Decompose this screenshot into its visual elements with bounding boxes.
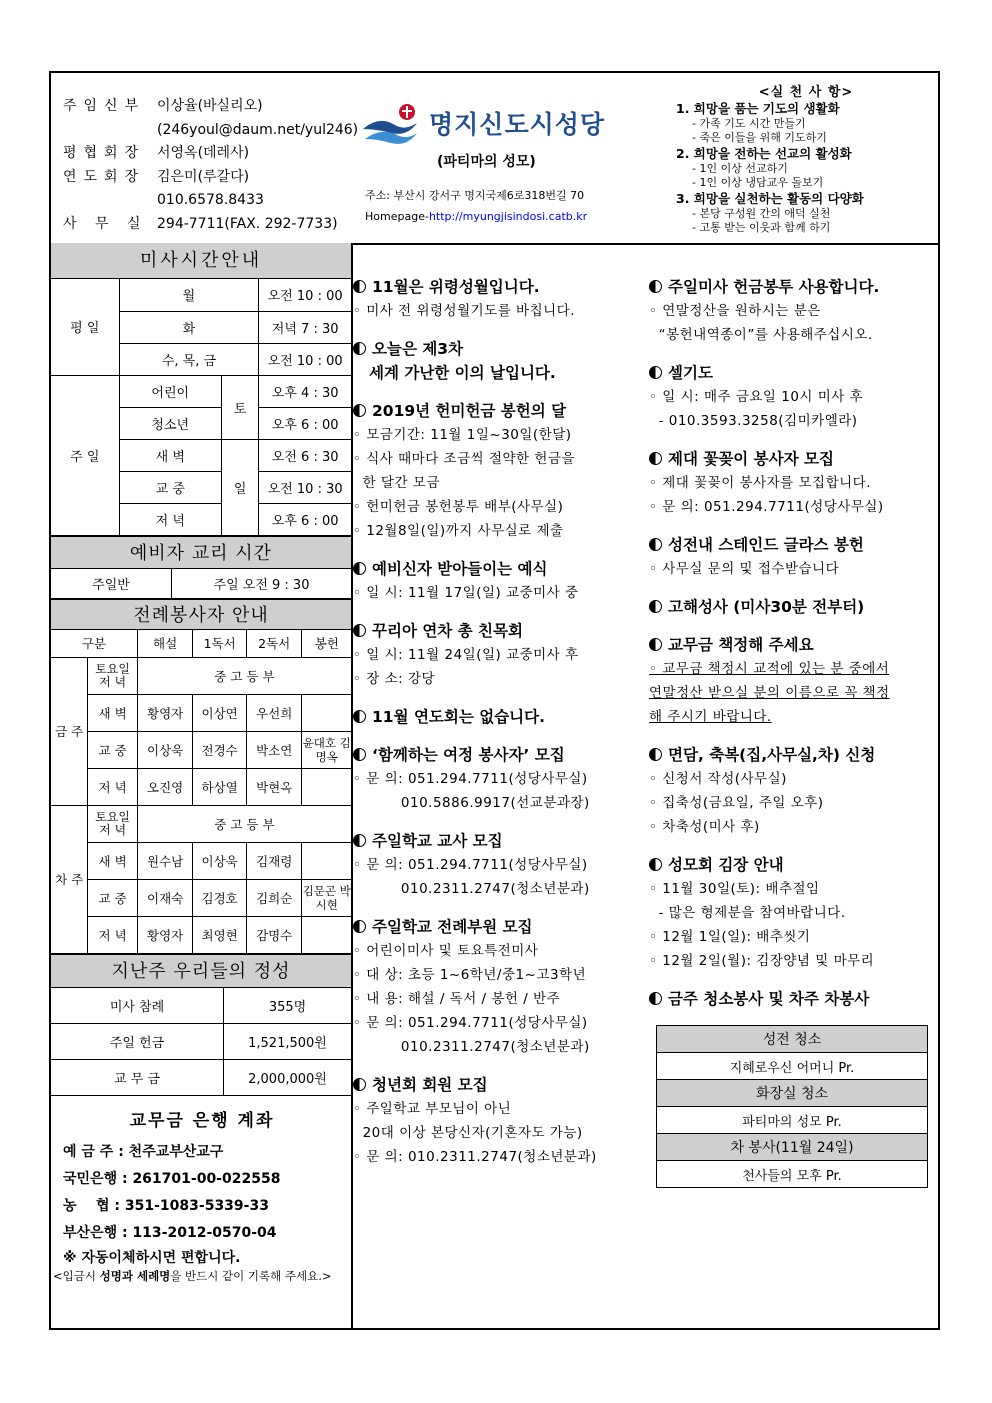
notice-section	[649, 361, 939, 433]
right-column	[649, 243, 939, 1330]
liturgy-cell	[302, 916, 351, 953]
mass-time: 오후 6 : 00	[259, 503, 351, 535]
notice-heading-text: 셀기도	[668, 364, 713, 382]
practice-item: 3. 희망을 실천하는 활동의 다양화	[676, 191, 864, 206]
staff-list	[63, 95, 358, 236]
homepage-link[interactable]: http://myungjisindosi.catb.kr	[428, 210, 588, 223]
practice-subitem: - 1인 이상 냉담교우 돌보기	[692, 176, 824, 189]
liturgy-cell: 우선희	[246, 694, 302, 731]
bulletin-frame	[49, 71, 940, 1330]
notice-line: ◦ 모금기간: 11월 1일~30일(한달)	[353, 427, 572, 443]
notice-line: ◦ 12월8일(일)까지 사무실로 제출	[353, 523, 564, 539]
notice-heading	[649, 361, 939, 385]
staff-row	[63, 189, 358, 213]
note-bold: 성명과 세례명	[99, 1269, 171, 1283]
half-circle-bullet-icon	[353, 920, 366, 933]
notice-heading-text: 금주 청소봉사 및 차주 차봉사	[668, 990, 870, 1008]
notice-heading-text: 고해성사 (미사30분 전부터)	[668, 598, 865, 616]
half-circle-bullet-icon	[649, 992, 662, 1005]
saturday-evening-label: 토요일 저 녁	[88, 657, 137, 694]
notice-line: “봉헌내역종이”를 사용해주십시오.	[649, 327, 873, 343]
bank-row: 국민은행 : 261701-00-022558	[63, 1171, 281, 1187]
staff-row	[63, 213, 358, 237]
mass-day: 월	[119, 279, 259, 311]
header	[51, 73, 938, 245]
youth-group: 중 고 등 부	[137, 805, 351, 842]
notice-line: ◦ 제대 꽃꽂이 봉사자를 모집합니다.	[649, 475, 871, 491]
staff-name: 김은미(루갈다)	[157, 168, 250, 185]
half-circle-bullet-icon	[649, 538, 662, 551]
notice-line: ◦ 사무실 문의 및 접수받습니다	[649, 561, 840, 577]
notice-section	[353, 337, 641, 385]
staff-role: 주임신부	[63, 98, 146, 114]
mass-time: 저녁 7 : 30	[259, 311, 351, 343]
saturday-evening-label: 토요일 저 녁	[88, 805, 137, 842]
bank-title: 교무금 은행 계좌	[129, 1111, 275, 1131]
practice-title: <실 천 사 항>	[758, 85, 854, 100]
practice-item: 2. 희망을 전하는 선교의 활성화	[676, 146, 852, 161]
notice-section	[649, 533, 939, 581]
half-circle-bullet-icon	[649, 748, 662, 761]
practice-item: 1. 희망을 품는 기도의 생활화	[676, 101, 840, 116]
notice-heading-text: 주일미사 헌금봉투 사용합니다.	[668, 278, 880, 296]
liturgy-cell	[302, 842, 351, 879]
notice-heading	[353, 399, 641, 423]
bank-row: 농 협 : 351-1083-5339-33	[63, 1198, 269, 1214]
staff-name: (246youl@daum.net/yul246)	[157, 121, 359, 138]
youth-group: 중 고 등 부	[137, 657, 351, 694]
half-circle-bullet-icon	[649, 638, 662, 651]
address-block	[365, 185, 587, 227]
half-circle-bullet-icon	[353, 280, 366, 293]
notice-heading-text: 성모회 김장 안내	[668, 856, 784, 874]
church-logo-icon	[361, 103, 419, 149]
catechumen-class: 주일반	[51, 569, 172, 599]
mass-group: 새 벽	[119, 439, 221, 471]
bank-row: 예 금 주 : 천주교부산교구	[63, 1144, 224, 1160]
offering-label: 주일 헌금	[51, 1024, 224, 1060]
notice-line: ◦ 식사 때마다 조금씩 절약한 헌금을	[353, 451, 575, 467]
offering-label: 미사 참례	[51, 988, 224, 1024]
staff-role: 평협회장	[63, 145, 146, 161]
liturgy-header: 봉헌	[302, 630, 351, 657]
half-circle-bullet-icon	[353, 404, 366, 417]
notice-section	[353, 399, 641, 543]
notice-heading	[649, 633, 939, 657]
notice-heading-text: 2019년 헌미헌금 봉헌의 달	[372, 402, 567, 420]
liturgy-cell: 김문곤 박시현	[302, 879, 351, 916]
liturgy-cell: 새 벽	[88, 842, 137, 879]
staff-name: 서영옥(데레사)	[157, 145, 250, 161]
this-week-label: 금 주	[51, 657, 88, 805]
note-text: <입금시	[53, 1269, 100, 1283]
offering-table	[51, 988, 351, 1097]
staff-row	[63, 95, 358, 119]
half-circle-bullet-icon	[649, 452, 662, 465]
notice-heading	[353, 705, 641, 729]
notice-line: ◦ 주일학교 부모님이 아닌	[353, 1101, 512, 1117]
notice-section	[353, 829, 641, 901]
notice-line: ◦ 12월 2일(월): 김장양념 및 마무리	[649, 953, 875, 969]
liturgy-cell: 이상욱	[137, 731, 193, 768]
notice-heading	[649, 595, 939, 619]
half-circle-bullet-icon	[353, 710, 366, 723]
half-circle-bullet-icon	[353, 748, 366, 761]
left-column	[51, 243, 353, 1330]
notice-heading-text: 오늘은 제3차	[372, 340, 464, 358]
notice-heading-text: 제대 꽃꽂이 봉사자 모집	[668, 450, 834, 468]
notice-heading	[353, 915, 641, 939]
liturgy-table	[51, 630, 351, 954]
next-week-label: 차 주	[51, 805, 88, 953]
mass-title: 미사시간안내	[51, 243, 351, 279]
liturgy-cell: 황영자	[137, 694, 193, 731]
notice-line: 010.2311.2747(청소년분과)	[353, 1039, 590, 1055]
notice-section	[649, 447, 939, 519]
cleaning-header: 차 봉사(11월 24일)	[657, 1134, 928, 1161]
notice-line: ◦ 차축성(미사 후)	[649, 819, 760, 835]
notice-heading	[649, 743, 939, 767]
liturgy-header: 1독서	[193, 630, 247, 657]
liturgy-cell	[302, 768, 351, 805]
notice-line: ◦ 헌미헌금 봉헌봉투 배부(사무실)	[353, 499, 564, 515]
notice-section	[353, 557, 641, 605]
practice-subitem: - 1인 이상 선교하기	[692, 162, 788, 175]
note-text: 을 반드시 같이 기록해 주세요.>	[170, 1269, 332, 1283]
half-circle-bullet-icon	[353, 624, 366, 637]
notice-heading-text: 예비신자 받아들이는 예식	[372, 560, 548, 578]
notice-line: ◦ 문 의: 051.294.7711(성당사무실)	[353, 771, 588, 787]
sunday-label: 주 일	[51, 375, 119, 535]
mass-time: 오전 10 : 30	[259, 471, 351, 503]
notice-heading-text: 성전내 스테인드 글라스 봉헌	[668, 536, 864, 554]
liturgy-cell: 김경호	[193, 879, 247, 916]
staff-name: 이상율(바실리오)	[157, 98, 263, 114]
half-circle-bullet-icon	[353, 562, 366, 575]
notice-line: ◦ 연말정산을 원하시는 분은	[649, 303, 821, 319]
mass-day: 수, 목, 금	[119, 343, 259, 375]
bank-row: 부산은행 : 113-2012-0570-04	[63, 1225, 277, 1241]
cleaning-value: 지혜로우신 어머니 Pr.	[657, 1053, 928, 1080]
notice-line: ◦ 집축성(금요일, 주일 오후)	[649, 795, 824, 811]
notice-section	[353, 743, 641, 815]
catechumen-time: 주일 오전 9 : 30	[172, 569, 352, 599]
notice-heading-text: 면담, 축복(집,사무실,차) 신청	[668, 746, 876, 764]
offering-value: 355명	[224, 988, 352, 1024]
practice-subitem: - 죽은 이들을 위해 기도하기	[692, 131, 827, 144]
liturgy-cell: 박소연	[246, 731, 302, 768]
staff-row	[63, 142, 358, 166]
half-circle-bullet-icon	[353, 834, 366, 847]
notice-heading-text: 청년회 회원 모집	[372, 1076, 488, 1094]
patron-name: (파티마의 성모)	[437, 154, 536, 170]
mass-time: 오후 4 : 30	[259, 375, 351, 407]
staff-row	[63, 119, 358, 143]
practice-subitem: - 본당 구성원 간의 애덕 실천	[692, 207, 831, 220]
homepage-label: Homepage-	[365, 210, 429, 223]
staff-role: 연도회장	[63, 168, 146, 185]
liturgy-cell: 교 중	[88, 879, 137, 916]
catechumen-table	[51, 569, 351, 600]
cleaning-table	[656, 1025, 928, 1188]
notice-heading	[353, 619, 641, 643]
notice-section	[649, 595, 939, 619]
liturgy-header: 해설	[137, 630, 193, 657]
mass-group: 어린이	[119, 375, 221, 407]
notice-heading-text: 교무금 책정해 주세요	[668, 636, 814, 654]
notice-section	[649, 275, 939, 347]
cleaning-value: 파티마의 성모 Pr.	[657, 1107, 928, 1134]
mass-group: 청소년	[119, 407, 221, 439]
liturgy-cell: 김재령	[246, 842, 302, 879]
notice-heading-text: ‘함께하는 여정 봉사자’ 모집	[372, 746, 565, 764]
weekday-label: 평 일	[51, 279, 119, 375]
notice-section	[353, 275, 641, 323]
mass-day: 화	[119, 311, 259, 343]
notice-heading	[353, 829, 641, 853]
half-circle-bullet-icon	[649, 858, 662, 871]
mass-time: 오후 6 : 00	[259, 407, 351, 439]
liturgy-cell: 전경수	[193, 731, 247, 768]
liturgy-cell: 감명수	[246, 916, 302, 953]
liturgy-header: 구분	[51, 630, 137, 657]
notice-line: ◦ 내 용: 해설 / 독서 / 봉헌 / 반주	[353, 991, 561, 1007]
saturday-label: 토	[221, 375, 258, 439]
notice-line: 20대 이상 본당신자(기혼자도 가능)	[353, 1125, 583, 1141]
notice-line: ◦ 문 의: 010.2311.2747(청소년분과)	[353, 1149, 597, 1165]
notice-section	[353, 1073, 641, 1169]
liturgy-cell: 최영현	[193, 916, 247, 953]
offering-label: 교 무 금	[51, 1060, 224, 1096]
offering-title: 지난주 우리들의 정성	[51, 954, 351, 988]
liturgy-cell	[302, 694, 351, 731]
notice-line: ◦ 11월 30일(토): 배추절임	[649, 881, 820, 897]
liturgy-cell: 새 벽	[88, 694, 137, 731]
mass-schedule-table	[51, 279, 351, 536]
notice-heading	[353, 337, 641, 361]
notice-section	[649, 853, 939, 973]
notice-heading-text: 주일학교 전례부원 모집	[372, 918, 533, 936]
notice-heading-text: 11월은 위령성월입니다.	[372, 278, 540, 296]
notice-line: - 많은 형제분을 참여바랍니다.	[649, 905, 846, 921]
notice-line: 해 주시기 바랍니다.	[649, 709, 772, 725]
middle-column	[353, 243, 641, 1330]
liturgy-cell: 김희순	[246, 879, 302, 916]
notice-line: 010.2311.2747(청소년분과)	[353, 881, 590, 897]
notice-heading-text: 세계 가난한 이의 날입니다.	[369, 364, 556, 382]
cleaning-header: 성전 청소	[657, 1026, 928, 1053]
notice-section	[353, 619, 641, 691]
offering-value: 2,000,000원	[224, 1060, 352, 1096]
liturgy-cell: 저 녁	[88, 768, 137, 805]
notice-section	[649, 987, 939, 1011]
notice-line: ◦ 문 의: 051.294.7711(성당사무실)	[649, 499, 884, 515]
staff-row	[63, 166, 358, 190]
staff-name: 294-7711(FAX. 292-7733)	[157, 215, 338, 232]
half-circle-bullet-icon	[353, 342, 366, 355]
notice-line: ◦ 어린이미사 및 토요특전미사	[353, 943, 539, 959]
liturgy-cell: 교 중	[88, 731, 137, 768]
notice-line: ◦ 문 의: 051.294.7711(성당사무실)	[353, 1015, 588, 1031]
liturgy-cell: 이상연	[193, 694, 247, 731]
half-circle-bullet-icon	[649, 280, 662, 293]
bank-row: ※ 자동이체하시면 편합니다.	[63, 1250, 241, 1266]
notice-section	[649, 743, 939, 839]
staff-name: 010.6578.8433	[157, 192, 264, 208]
mass-time: 오전 6 : 30	[259, 439, 351, 471]
notice-heading	[353, 557, 641, 581]
liturgy-title: 전례봉사자 안내	[51, 599, 351, 630]
notice-line: 연말정산 받으실 분의 이름으로 꼭 책정	[649, 685, 890, 701]
mass-time: 오전 10 : 00	[259, 343, 351, 375]
sunday-day-label: 일	[221, 439, 258, 535]
notice-heading-text: 꾸리아 연차 총 친목회	[372, 622, 523, 640]
church-address: 주소: 부산시 강서구 명지국제6로318번길 70	[365, 189, 585, 202]
half-circle-bullet-icon	[353, 1078, 366, 1091]
notice-line: ◦ 문 의: 051.294.7711(성당사무실)	[353, 857, 588, 873]
liturgy-cell: 저 녁	[88, 916, 137, 953]
notice-heading	[649, 987, 939, 1011]
notice-heading	[649, 533, 939, 557]
cleaning-value: 천사들의 모후 Pr.	[657, 1161, 928, 1188]
catechumen-title: 예비자 교리 시간	[51, 536, 351, 569]
notice-heading	[353, 743, 641, 767]
practice-box	[676, 81, 936, 235]
notice-heading	[649, 275, 939, 299]
notice-line: ◦ 장 소: 강당	[353, 671, 436, 687]
half-circle-bullet-icon	[649, 600, 662, 613]
liturgy-cell: 원수남	[137, 842, 193, 879]
notice-line: ◦ 미사 전 위령성월기도를 바칩니다.	[353, 303, 575, 319]
notice-section	[649, 633, 939, 729]
bank-note	[53, 1269, 341, 1284]
cleaning-header: 화장실 청소	[657, 1080, 928, 1107]
mass-group: 저 녁	[119, 503, 221, 535]
notice-line: ◦ 일 시: 11월 17일(일) 교중미사 중	[353, 585, 579, 601]
notice-line: ◦ 일 시: 11월 24일(일) 교중미사 후	[353, 647, 579, 663]
notice-heading-text: 11월 연도회는 없습니다.	[372, 708, 546, 726]
practice-subitem: - 고통 받는 이웃과 함께 하기	[692, 221, 831, 234]
liturgy-cell: 하상열	[193, 768, 247, 805]
notice-heading	[649, 853, 939, 877]
notice-heading	[353, 275, 641, 299]
liturgy-cell: 박현옥	[246, 768, 302, 805]
half-circle-bullet-icon	[649, 366, 662, 379]
notice-heading-text: 주일학교 교사 모집	[372, 832, 503, 850]
notice-line: ◦ 교무금 책정시 교적에 있는 분 중에서	[649, 661, 890, 677]
liturgy-cell: 황영자	[137, 916, 193, 953]
mass-time: 오전 10 : 00	[259, 279, 351, 311]
notice-heading	[353, 1073, 641, 1097]
notice-section	[353, 705, 641, 729]
offering-value: 1,521,500원	[224, 1024, 352, 1060]
liturgy-cell: 이재숙	[137, 879, 193, 916]
liturgy-cell: 오진영	[137, 768, 193, 805]
notice-line: ◦ 12월 1일(일): 배추씻기	[649, 929, 811, 945]
notice-line: 한 달간 모금	[353, 475, 440, 491]
bank-account-box	[51, 1096, 351, 1284]
liturgy-header: 2독서	[246, 630, 302, 657]
notice-line: 010.5886.9917(선교분과장)	[353, 795, 590, 811]
notice-line: ◦ 일 시: 매주 금요일 10시 미사 후	[649, 389, 864, 405]
liturgy-cell: 이상욱	[193, 842, 247, 879]
notice-line: - 010.3593.3258(김미카엘라)	[649, 413, 858, 429]
notice-heading	[649, 447, 939, 471]
notice-line: ◦ 대 상: 초등 1~6학년/중1~고3학년	[353, 967, 587, 983]
notice-section	[353, 915, 641, 1059]
liturgy-cell: 윤대호 김명옥	[302, 731, 351, 768]
mass-group: 교 중	[119, 471, 221, 503]
practice-subitem: - 가족 기도 시간 만들기	[692, 117, 806, 130]
notice-line: ◦ 신청서 작성(사무실)	[649, 771, 787, 787]
church-name: 명지신도시성당	[429, 110, 606, 139]
staff-role: 사 무 실	[63, 215, 148, 232]
